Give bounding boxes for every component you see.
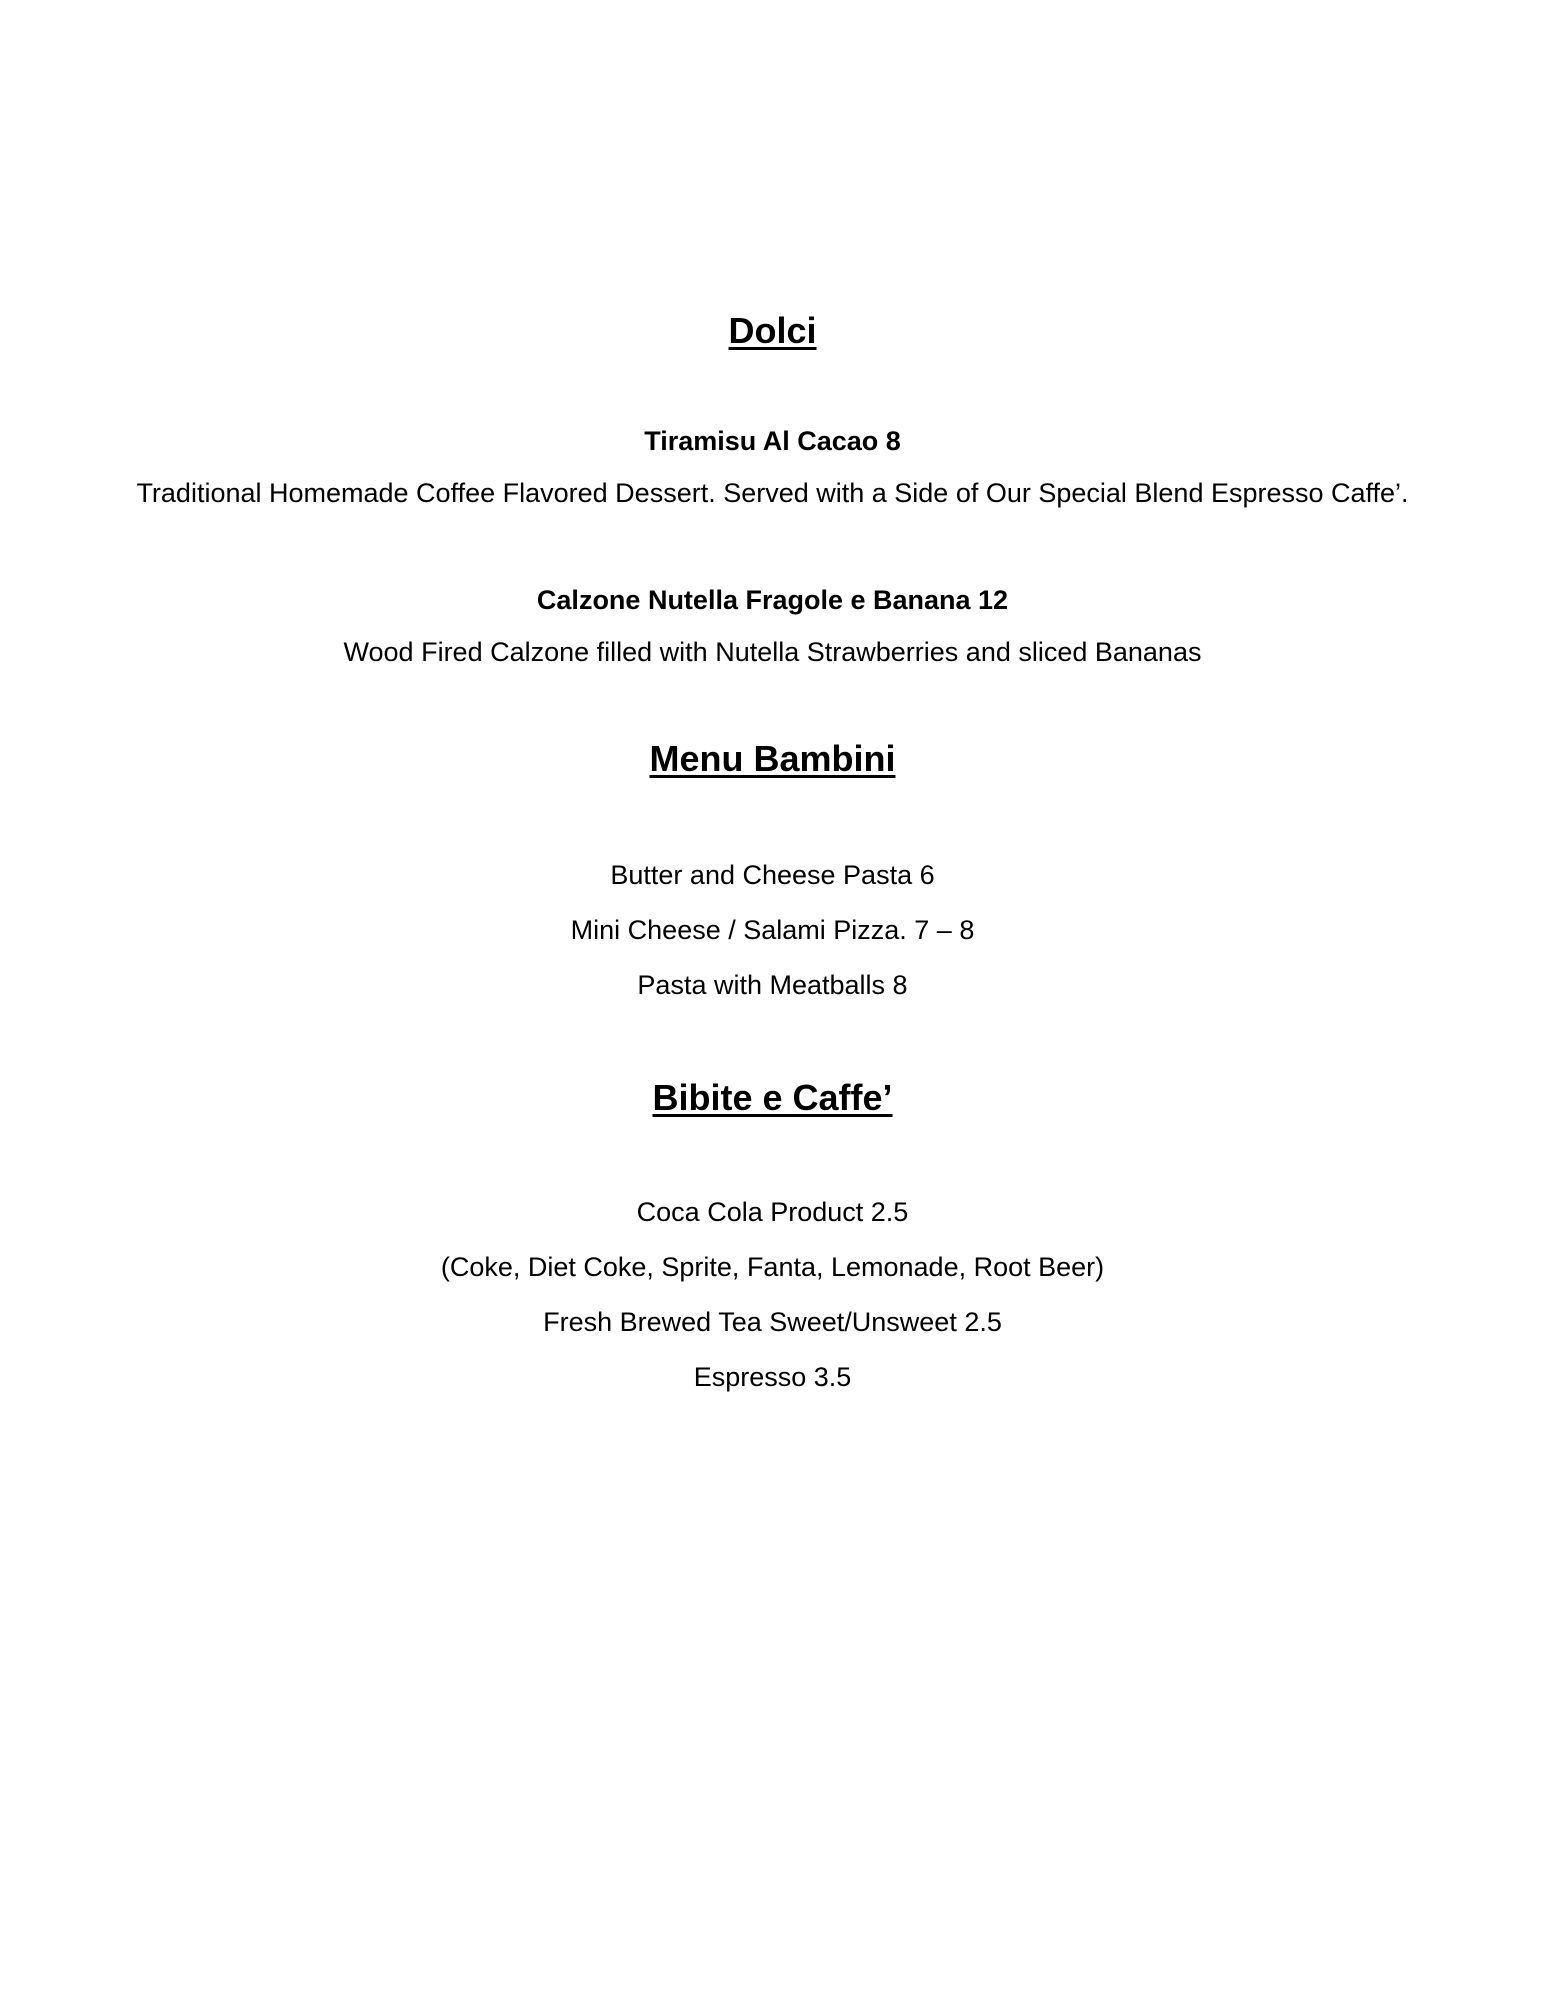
bibite-e-caffe-heading: Bibite e Caffe’ [652,1077,893,1118]
bambini-menu-item: Mini Cheese / Salami Pizza. 7 – 8 [570,915,975,945]
dolci-heading: Dolci [728,310,817,351]
dolci-item-description: Wood Fired Calzone filled with Nutella Strawberries and sliced Bananas [343,637,1202,667]
dolci-item-title: Tiramisu Al Cacao 8 [644,426,901,456]
beverage-item: Espresso 3.5 [693,1362,852,1392]
beverage-item: Fresh Brewed Tea Sweet/Unsweet 2.5 [543,1307,1002,1337]
bambini-menu-item: Pasta with Meatballs 8 [637,970,908,1000]
dolci-item-title: Calzone Nutella Fragole e Banana 12 [536,585,1009,615]
bambini-menu-item: Butter and Cheese Pasta 6 [610,860,935,890]
beverage-item: (Coke, Diet Coke, Sprite, Fanta, Lemonade, Root Beer) [440,1252,1105,1282]
beverage-item: Coca Cola Product 2.5 [636,1197,909,1227]
dolci-item-description: Traditional Homemade Coffee Flavored Dessert. Served with a Side of Our Special Blend Espresso Caffe’. [136,478,1409,508]
menu-bambini-heading: Menu Bambini [649,738,896,779]
